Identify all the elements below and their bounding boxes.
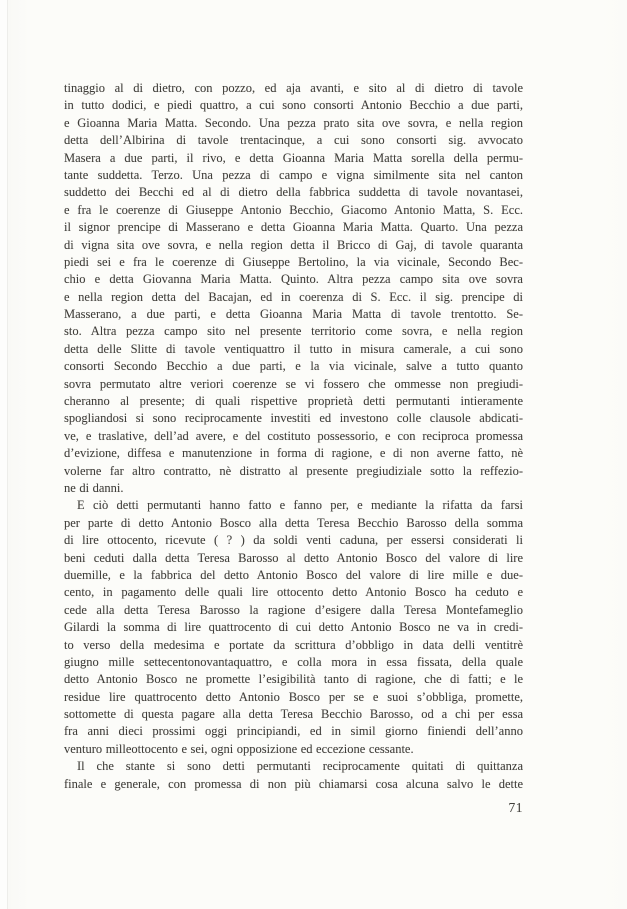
text-line: consorti Secondo Becchio a due parti, e la via vicinale, salve a tutto quanto (64, 359, 523, 374)
text-line: residue lire quattrocento detto Antonio Bosco per se e suoi s’obbliga, promette, (64, 689, 523, 704)
text-line: Masserano, a due parti, e detta Gioanna Maria Matta di tavole trentotto. Se- (64, 307, 523, 322)
text-line: spogliandosi si sono reciprocamente investiti ed investono colle clausole abdicati- (64, 411, 523, 426)
text-line: beni ceduti dalla detta Teresa Barosso al detto Antonio Bosco del valore di lire (64, 550, 523, 565)
page-text (64, 80, 523, 793)
text-line: E ciò detti permutanti hanno fatto e fanno per, e mediante la rifatta da farsi (77, 498, 523, 513)
text-line: piedi sei e fra le coerenze di Giuseppe Bertolino, la via vicinale, Secondo Bec- (64, 254, 523, 269)
text-line: duemille, e la fabbrica del detto Antonio Bosco del valore di lire mille e due- (64, 567, 523, 582)
text-line: Il che stante si sono detti permutanti reciprocamente quitati di quittanza (77, 759, 523, 774)
text-line: Gilardi la somma di lire quattrocento di cui detto Antonio Bosco ne va in credi- (64, 620, 523, 635)
text-line: il signor prencipe di Masserano e detta Gioanna Maria Matta. Quarto. Una pezza (64, 220, 523, 235)
text-line: detto Antonio Bosco ne promette l’esigibilità tanto di ragione, che di fatti; e le (64, 672, 523, 687)
text-line: di vigna sita ove sovra, e nella region detta il Bricco di Gaj, di tavole quaranta (64, 237, 523, 252)
text-line: ne di danni. (64, 480, 124, 495)
text-line: per parte di detto Antonio Bosco alla detta Teresa Becchio Barosso della somma (64, 515, 523, 530)
text-line: e Gioanna Maria Matta. Secondo. Una pezza prato sita ove sovra, e nella region (64, 115, 523, 130)
text-line: chio e detta Giovanna Maria Matta. Quinto. Altra pezza campo sita ove sovra (64, 272, 523, 287)
text-line: ve, e traslative, dell’ad avere, e del costituto possessorio, e con reciproca promessa (64, 428, 523, 443)
text-line: fra anni dieci prossimi oggi principiandi, ed in simil giorno finiendi dell’anno (64, 724, 523, 739)
text-line: suddetto dei Becchi ed al di dietro della fabbrica suddetta di tavole novantasei, (64, 185, 523, 200)
text-line: tinaggio al di dietro, con pozzo, ed aja avanti, e sito al di dietro di tavole (64, 81, 523, 95)
text-line: detta dell’Albirina di tavole trentacinque, a cui sono consorti sig. avvocato (64, 133, 523, 148)
text-line: finale e generale, con promessa di non più chiamarsi cosa alcuna salvo le dette (64, 776, 523, 791)
text-line: d’evizione, diffesa e manutenzione in forma di ragione, e di non averne fatto, nè (64, 446, 523, 461)
text-line: sto. Altra pezza campo sito nel presente territorio come sovra, e nella region (64, 324, 523, 339)
text-line: di lire ottocento, ricevute ( ? ) da soldi venti caduna, per essersi considerati li (64, 533, 523, 548)
text-line: sovra permutato altre veriori coerenze se vi fossero che ommesse non pregiudi- (64, 376, 523, 391)
text-line: cede alla detta Teresa Barosso la ragione d’esigere dalla Teresa Montefameglio (64, 602, 523, 617)
text-line: cheranno al presente; di quali rispettive proprietà detti permutanti intieramente (64, 394, 523, 409)
text-line: e nella region detta del Bacajan, ed in coerenza di S. Ecc. il sig. prencipe di (64, 289, 523, 304)
text-line: e fra le coerenze di Giuseppe Antonio Becchio, Giacomo Antonio Matta, S. Ecc. (64, 202, 523, 217)
text-line: Masera a due parti, il rivo, e detta Gioanna Maria Matta sorella della permu- (64, 150, 523, 165)
text-line: venturo milleottocento e sei, ogni opposizione ed eccezione cessante. (64, 741, 414, 756)
text-line: detta delle Slitte di tavole ventiquattro il tutto in misura camerale, a cui sono (64, 341, 523, 356)
scan-edge (7, 0, 8, 909)
text-line: giugno mille settecentonovantaquattro, e colla mora in essa fissata, della quale (64, 654, 523, 669)
text-line: to verso della medesima e portate da scrittura d’obbligo in data delli ventitrè (64, 637, 523, 652)
text-line: volerne far altro contratto, nè distratto al presente pregiudiziale sotto la reffezio- (64, 463, 523, 478)
page-number: 71 (508, 800, 523, 815)
text-line: in tutto dodici, e piedi quattro, a cui sono consorti Antonio Becchio a due parti, (64, 98, 523, 113)
text-line: tante suddetta. Terzo. Una pezza di campo e vigna similmente sita nel canton (64, 167, 523, 182)
text-line: cento, in pagamento delle quali lire ottocento detto Antonio Bosco ha ceduto e (64, 585, 523, 600)
text-line: sottomette di questa pagare alla detta Teresa Becchio Barosso, od a chi per essa (64, 707, 523, 722)
